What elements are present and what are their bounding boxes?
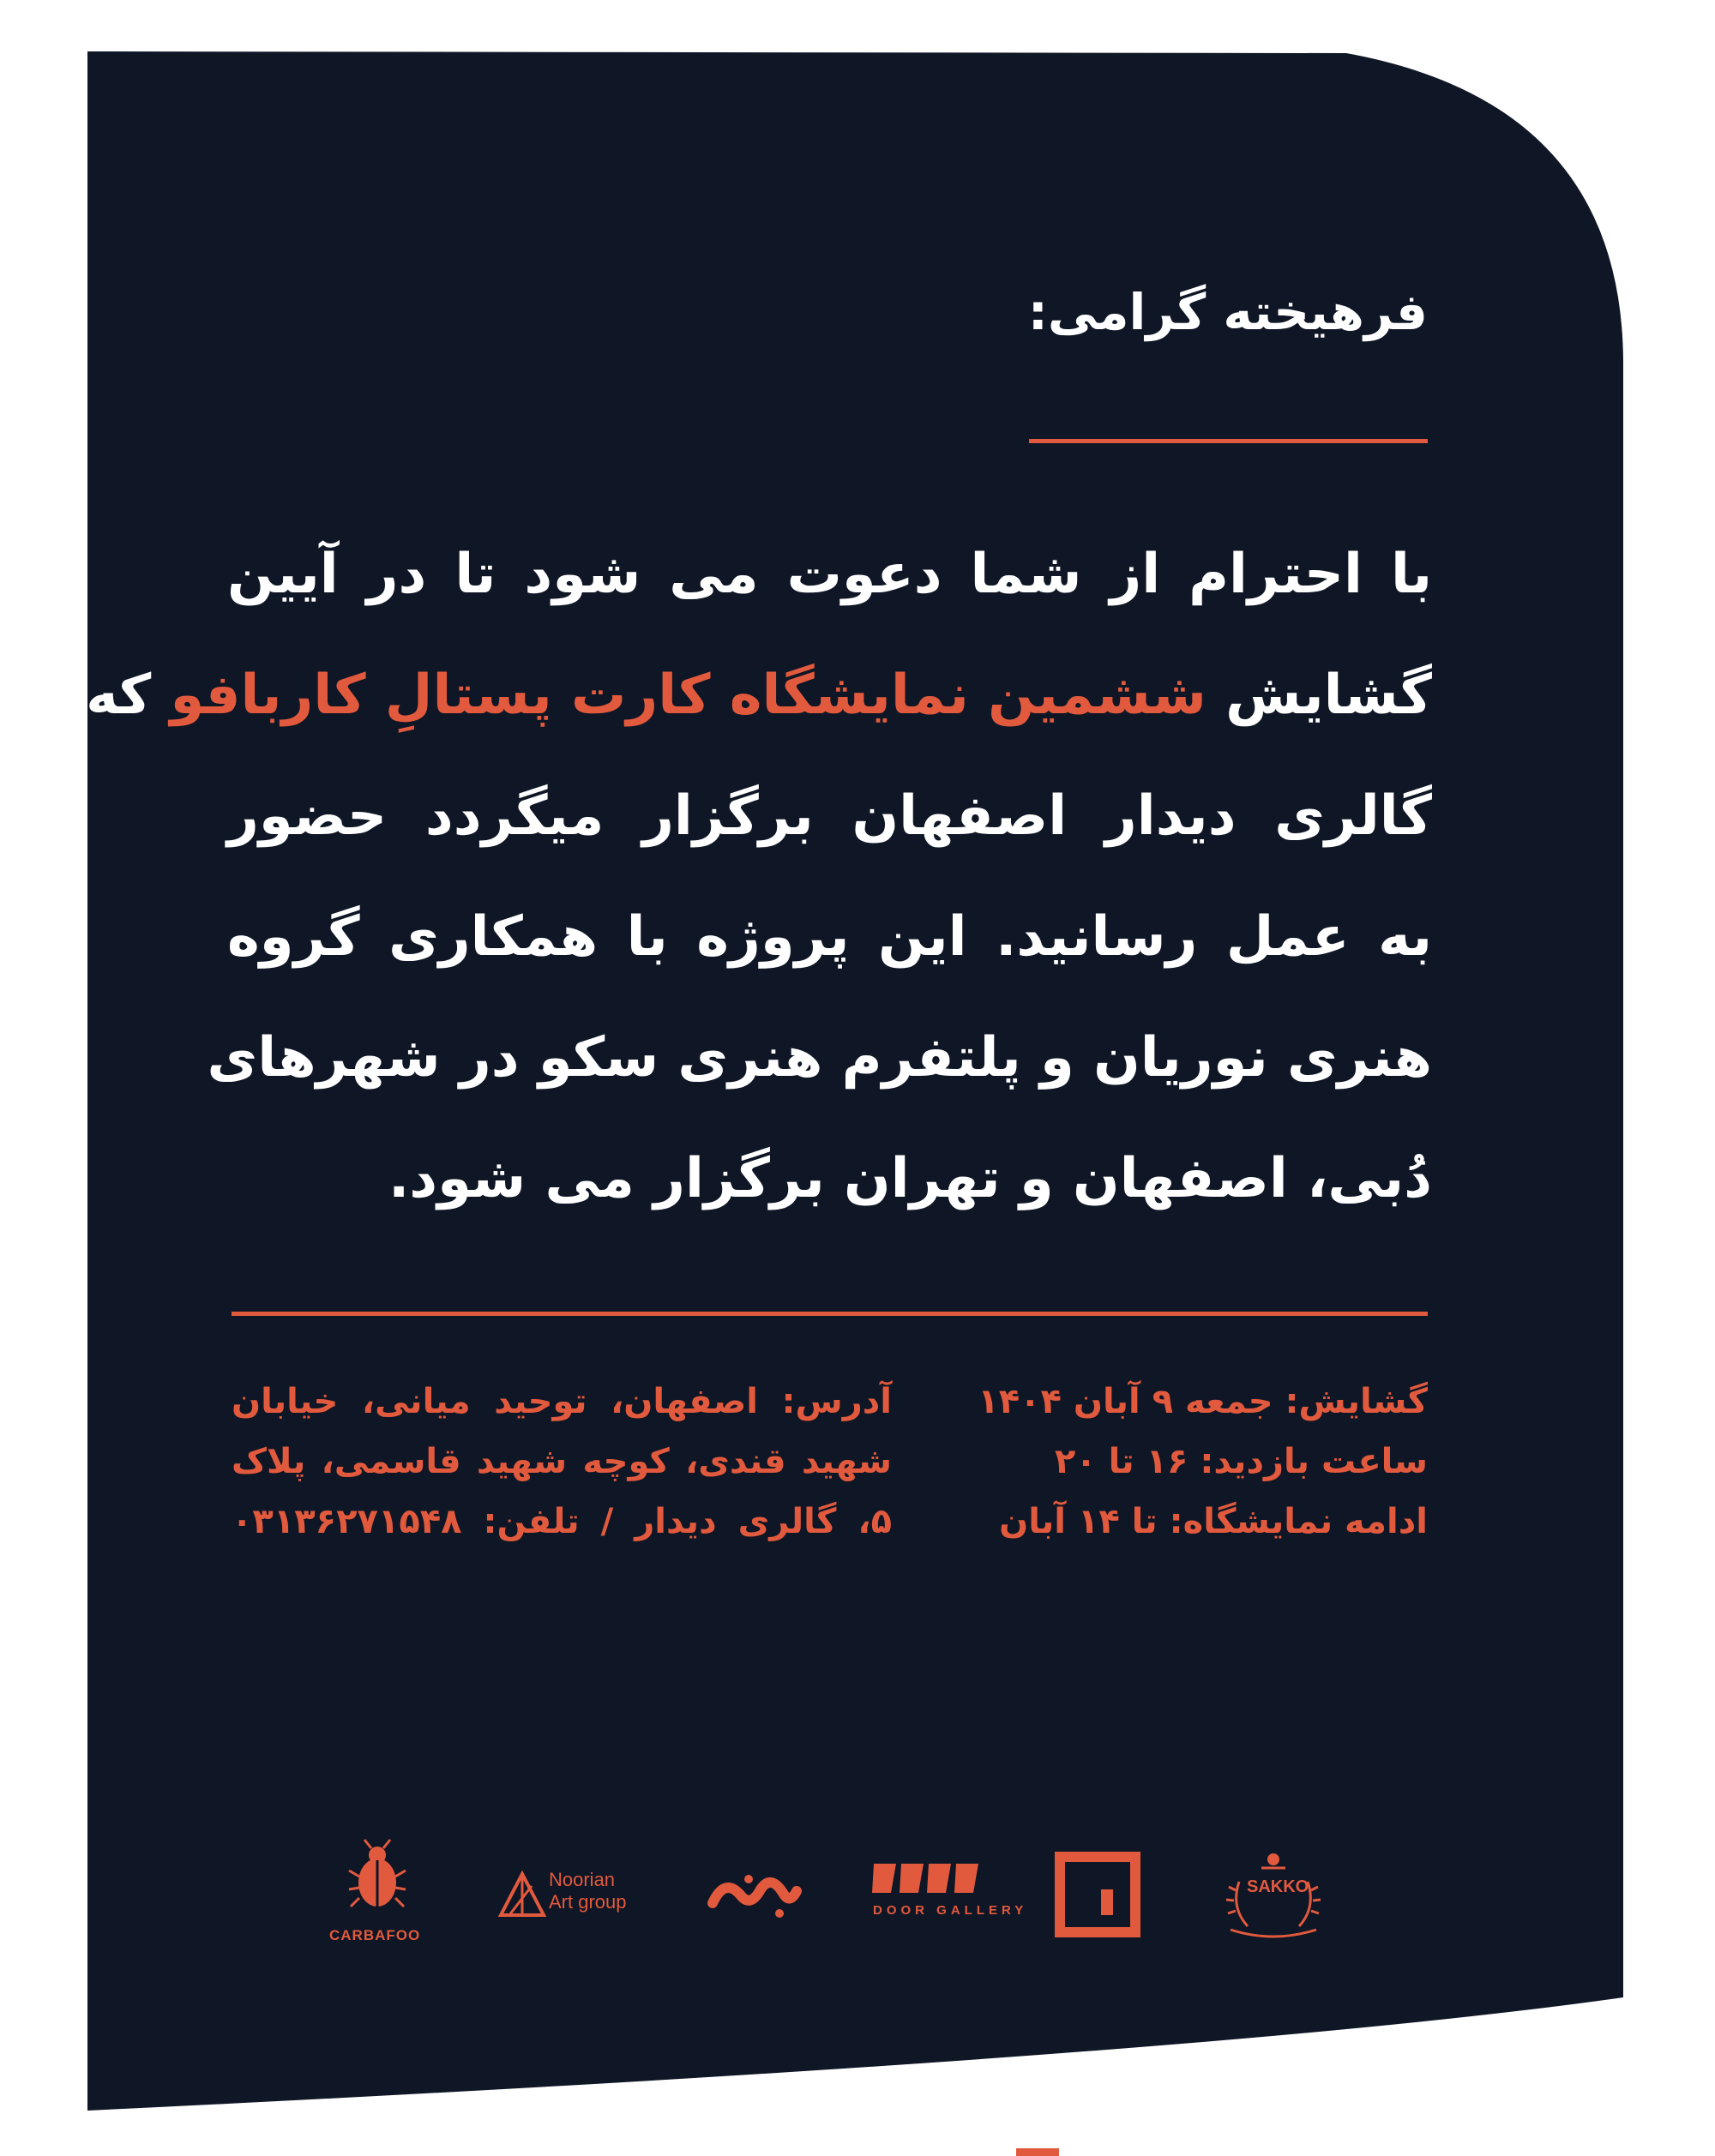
exhibition-title: ششمین نمایشگاه کارت پستالِ کاربافو: [170, 664, 1207, 727]
sakko-caption: SAKKO: [1247, 1877, 1309, 1896]
noorian-caption: Noorian Art group: [549, 1869, 627, 1913]
noorian-mark-icon: [497, 1869, 547, 1919]
invitation-line-2-end: که در: [7, 664, 171, 727]
invitation-line-2: [7, 635, 1432, 756]
invitation-line-2-start: گشایش: [1206, 664, 1432, 727]
bottom-divider: [232, 1312, 1428, 1316]
invitation-line-5: هنری نوریان و پلتفرم هنری سکو در شهرهای: [207, 1026, 1432, 1090]
door-gallery-caption: DOOR GALLERY: [873, 1903, 1028, 1918]
beetle-icon: [347, 1838, 407, 1915]
invitation-line-1: با احترام از شما دعوت می شود تا در آیین: [227, 543, 1432, 606]
exhibition-duration: ادامه نمایشگاه: تا ۱۴ آبان: [999, 1502, 1428, 1541]
door-mark-icon: [870, 1859, 982, 1900]
door-gallery-logo: [866, 1835, 1028, 1955]
invitation-line-4: به عمل رسانید. این پروژه با همکاری گروه: [227, 905, 1432, 969]
address-line-3: ۵، گالری دیدار / تلفن: ۰۳۱۳۶۲۷۱۵۴۸: [232, 1502, 892, 1541]
square-mark-icon: [1055, 1852, 1140, 1937]
visiting-hours: ساعت بازدید: ۱۶ تا ۲۰: [1054, 1442, 1428, 1481]
calligraphy-logo: [703, 1835, 806, 1955]
noorian-logo: [497, 1835, 626, 1955]
address-line-2: شهید قندی، کوچه شهید قاسمی، پلاک: [232, 1442, 892, 1481]
address-info: [232, 1372, 892, 1552]
top-divider: [1029, 439, 1428, 443]
partner-logos: [326, 1835, 1355, 1955]
invitation-text: [7, 514, 1432, 1240]
carbafoo-caption: CARBAFOO: [329, 1927, 421, 1943]
event-info: [978, 1372, 1428, 1552]
invitation-line-3: گالری دیدار اصفهان برگزار میگردد حضور: [227, 784, 1432, 848]
address-line-1: آدرس: اصفهان، توحید میانی، خیابان: [232, 1382, 892, 1421]
opening-date: گشایش: جمعه ۹ آبان ۱۴۰۴: [978, 1382, 1428, 1421]
calligraphy-mark-icon: [707, 1869, 802, 1920]
invitation-line-6: دُبی، اصفهان و تهران برگزار می شود.: [388, 1147, 1432, 1210]
greeting-heading: فرهیخته گرامی:: [1027, 283, 1428, 341]
square-logo: [1046, 1835, 1149, 1955]
sakko-logo: [1209, 1835, 1338, 1955]
carbafoo-logo: [326, 1835, 429, 1955]
